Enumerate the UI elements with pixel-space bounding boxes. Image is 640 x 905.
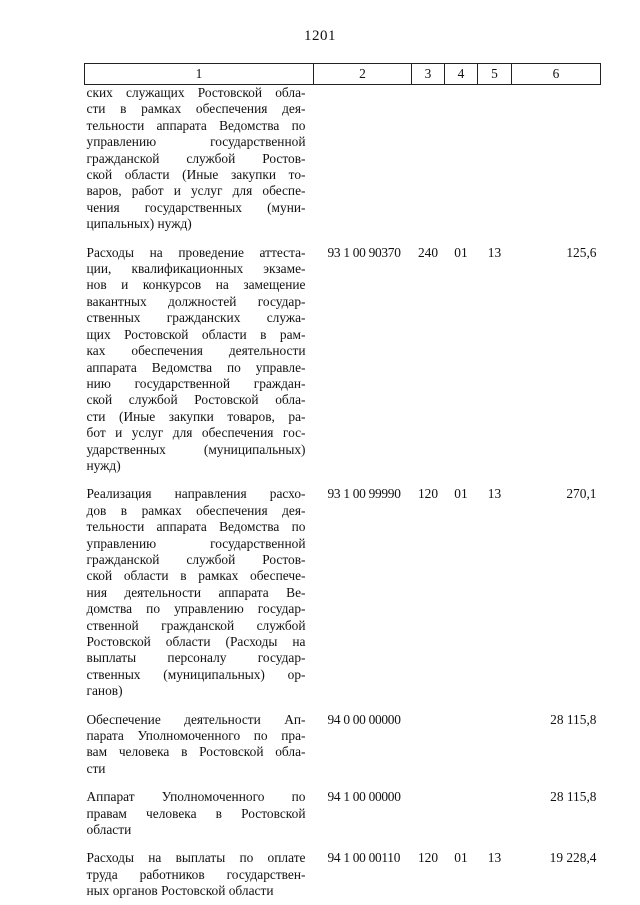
subsection <box>478 700 512 778</box>
description-line: ципальных) нужд) <box>86 216 192 232</box>
column-header-5: 5 <box>478 64 512 85</box>
amount: 28 115,8 <box>550 789 597 805</box>
table-row <box>85 838 601 899</box>
description-line: Ростовской области (Расходы на <box>86 634 306 649</box>
subsection <box>478 85 512 233</box>
amount: 19 228,4 <box>549 850 597 866</box>
description-line: ганов) <box>86 683 123 699</box>
expense-type <box>412 700 445 778</box>
description-line: нужд) <box>86 457 121 473</box>
description-line: ских служащих Ростовской обла- <box>86 85 306 100</box>
description-line: правам человека в Ростовской <box>86 805 306 821</box>
row-description <box>85 85 314 233</box>
section: 01 <box>454 850 468 866</box>
amount <box>512 85 601 233</box>
description-line: нов и конкурсов на замещение <box>86 277 306 293</box>
description-line: Расходы на проведение аттеста- <box>86 244 306 260</box>
subsection: 13 <box>487 850 502 866</box>
section: 01 <box>454 486 468 502</box>
expense-type <box>412 777 445 838</box>
subsection: 13 <box>487 244 502 260</box>
description-line: чения государственных (муни- <box>86 199 306 215</box>
description-line: дов в рамках обеспечения дея- <box>86 502 306 518</box>
row-description <box>85 777 314 838</box>
subsection: 13 <box>487 486 502 502</box>
description-line: ственных (муниципальных) ор- <box>86 666 306 682</box>
description-line: Реализация направления расхо- <box>86 486 306 502</box>
description-line: выплаты персоналу государ- <box>86 650 306 666</box>
expense-type <box>412 85 445 233</box>
column-header-1: 1 <box>85 64 314 85</box>
table-body <box>85 85 601 900</box>
budget-code: 94 0 00 00000 <box>327 711 401 727</box>
description-line: сти (Иные закупки товаров, ра- <box>86 408 306 424</box>
amount: 28 115,8 <box>550 711 597 727</box>
description-line: щих Ростовской области в рам- <box>86 326 306 342</box>
column-header-2: 2 <box>314 64 412 85</box>
description-line: гражданской службой Ростов- <box>86 150 306 166</box>
description-line: вакантных должностей государ- <box>86 293 306 309</box>
section: 01 <box>454 244 468 260</box>
description-line: тельности аппарата Ведомства по <box>86 519 306 535</box>
budget-code: 94 1 00 00000 <box>327 789 401 805</box>
section <box>445 777 478 838</box>
description-line: труда работников государствен- <box>86 866 306 882</box>
description-line: управлению государственной <box>86 134 306 150</box>
row-description <box>85 474 314 699</box>
row-description <box>85 838 314 899</box>
table-header-row <box>85 64 601 85</box>
subsection <box>478 777 512 838</box>
description-line: вам человека в Ростовской обла- <box>86 744 306 760</box>
table-row <box>85 474 601 699</box>
description-line: парата Уполномоченного по пра- <box>86 728 306 744</box>
section <box>445 700 478 778</box>
description-line: аппарата Ведомства по управле- <box>86 359 306 375</box>
description-line: ственной гражданской службой <box>86 617 306 633</box>
table-row <box>85 85 601 233</box>
table-row <box>85 233 601 475</box>
amount: 270,1 <box>566 486 597 502</box>
description-line: домства по управлению государ- <box>86 601 306 617</box>
table-row <box>85 777 601 838</box>
column-header-3: 3 <box>412 64 445 85</box>
description-line: управлению государственной <box>86 535 306 551</box>
row-description <box>85 700 314 778</box>
description-line: области <box>86 822 132 838</box>
budget-code: 93 1 00 99990 <box>327 486 401 502</box>
description-line: бот и услуг для обеспечения гос- <box>86 425 306 441</box>
budget-table <box>84 63 601 900</box>
description-line: ции, квалификационных экзаме- <box>86 261 306 277</box>
budget-code: 94 1 00 00110 <box>327 850 401 866</box>
page-number: 1201 <box>304 28 336 44</box>
description-line: ской службой Ростовской обла- <box>86 392 306 408</box>
description-line: нию государственной граждан- <box>86 375 306 391</box>
description-line: Аппарат Уполномоченного по <box>86 789 306 805</box>
row-description <box>85 233 314 475</box>
section <box>445 85 478 233</box>
description-line: Расходы на выплаты по оплате <box>86 850 306 866</box>
budget-code <box>314 85 412 233</box>
amount: 125,6 <box>566 244 597 260</box>
description-line: сти <box>86 760 106 776</box>
budget-code: 93 1 00 90370 <box>327 244 401 260</box>
description-line: ударственных (муниципальных) <box>86 441 306 457</box>
column-header-4: 4 <box>445 64 478 85</box>
description-line: гражданской службой Ростов- <box>86 551 306 567</box>
table-row <box>85 700 601 778</box>
expense-type: 120 <box>417 850 439 866</box>
description-line: ных органов Ростовской области <box>86 883 274 899</box>
description-line: ственных гражданских служа- <box>86 310 306 326</box>
description-line: ской области (Иные закупки то- <box>86 167 306 183</box>
expense-type: 120 <box>417 486 439 502</box>
description-line: сти в рамках обеспечения дея- <box>86 101 306 117</box>
description-line: варов, работ и услуг для обеспе- <box>86 183 306 199</box>
column-header-6: 6 <box>512 64 601 85</box>
description-line: тельности аппарата Ведомства по <box>86 117 306 133</box>
description-line: Обеспечение деятельности Ап- <box>86 711 306 727</box>
description-line: ках обеспечения деятельности <box>86 343 306 359</box>
description-line: ния деятельности аппарата Ве- <box>86 584 306 600</box>
expense-type: 240 <box>417 244 439 260</box>
description-line: ской области в рамках обеспече- <box>86 568 306 584</box>
